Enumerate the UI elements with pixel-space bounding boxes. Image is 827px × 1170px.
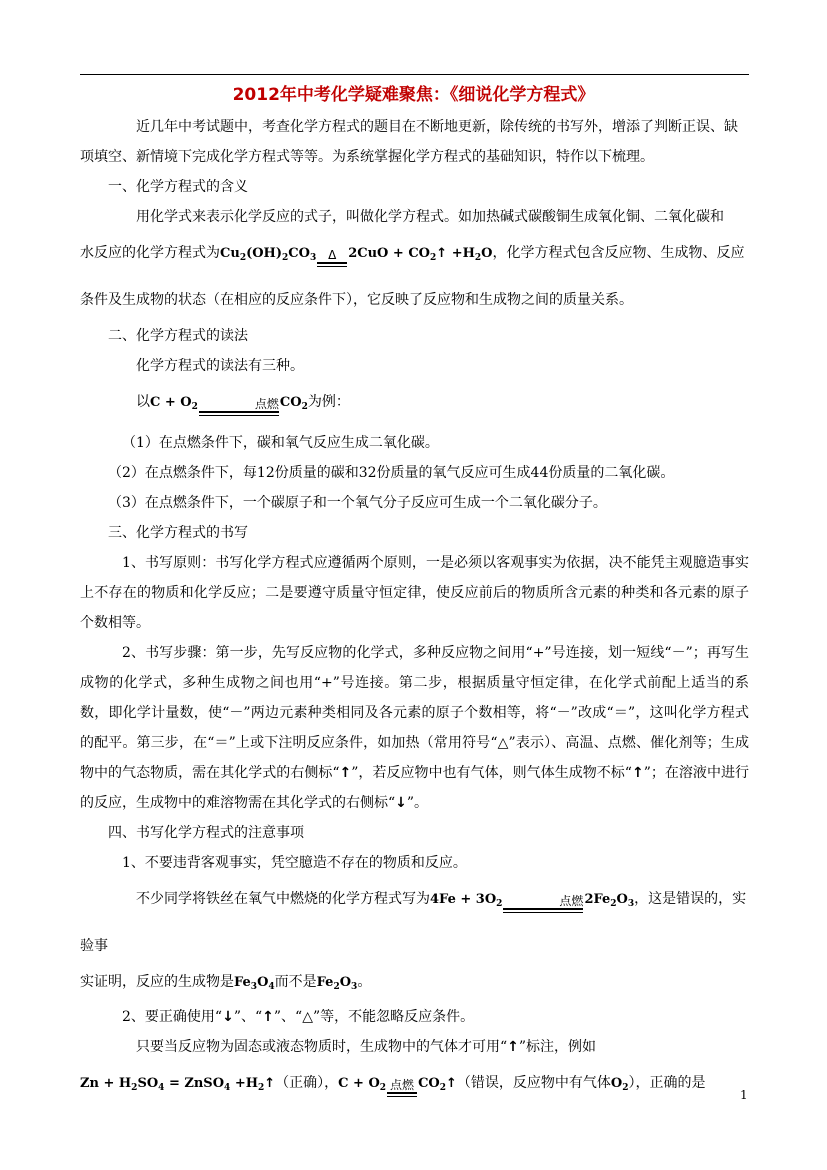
- up-arrow-icon: ↑: [262, 1009, 274, 1025]
- up-arrow-icon: ↑: [264, 1076, 276, 1091]
- page-number: 1: [740, 1088, 748, 1102]
- section-4-heading: 四、书写化学方程式的注意事项: [108, 825, 304, 841]
- writing-principle: 1、书写原则：书写化学方程式应遵循两个原则，一是必须以客观事实为依据，决不能凭主观臆造事实上不存在的物质和化学反应；二是要遵守质量守恒定律，使反应前后的物质所含元素的种类和各元素的原子个数相等。: [80, 555, 749, 631]
- equation-carbon-wrong: $C + O_2$ 点燃 $CO_2↑$: [338, 1076, 457, 1091]
- reading-3: （3）在点燃条件下，一个碳原子和一个氧气分子反应可生成一个二氧化碳分子。: [108, 495, 607, 511]
- writing-steps: 2、书写步骤：第一步，先写反应物的化学式，多种反应物之间用“+”号连接，划一短线“－”；再写生成物的化学式，多种生成物之间也用“+”号连接。第二步，根据质量守恒定律，在化学式前配上适当的系数，即化学计量数，使“－”两边元素种类相同及各元素的原子个数相等，将“－”改成“＝”，这叫化学方程式的配平。第三步，在“＝”上或下注明反应条件，如加热（常用符号“△”表示）、高温、点燃、催化剂等；生成物中的气态物质，需在其化学式的右侧标“↑”，若反应物中也有气体，则气体生成物不标“↑”；在溶液中进行的反应，生成物中的难溶物需在其化学式的右侧标“↓”。: [80, 645, 749, 811]
- section-1-paragraph-2: [80, 232, 749, 321]
- note-1-conclusion: 实证明，反应的生成物是$Fe_3O_4$而不是$Fe_2O_3$。: [80, 974, 372, 992]
- note-2: 2、要正确使用“↓”、“↑”、“△”等，不能忽略反应条件。: [122, 1009, 475, 1025]
- reading-1: （1）在点燃条件下，碳和氧气反应生成二氧化碳。: [122, 435, 439, 451]
- formula-o2: $O_2$: [610, 1076, 629, 1093]
- section-2-paragraph-1: 化学方程式的读法有三种。: [136, 358, 304, 374]
- up-arrow-icon: ↑: [507, 1039, 519, 1055]
- section-2-heading: 二、化学方程式的读法: [108, 328, 248, 344]
- note-1: 1、不要违背客观事实，凭空臆造不存在的物质和反应。: [122, 855, 467, 871]
- section-1-text-pre: 水反应的化学方程式为: [80, 245, 220, 261]
- reading-2: （2）在点燃条件下，每12份质量的碳和32份质量的氧气反应可生成44份质量的二氧化碳。: [108, 465, 675, 481]
- down-arrow-icon: ↓: [395, 795, 407, 811]
- up-arrow-icon: ↑: [446, 1076, 457, 1091]
- up-arrow-icon: ↑: [436, 246, 448, 261]
- document-body: [80, 112, 749, 1109]
- formula-fe2o3: $Fe_2O_3$: [316, 975, 358, 992]
- formula-fe3o4: $Fe_3O_4$: [234, 975, 275, 992]
- condition-heat: Δ: [317, 248, 347, 267]
- section-2-example: 以$C + O_2$ 点燃 $CO_2$为例：: [80, 381, 749, 428]
- down-arrow-icon: ↓: [222, 1009, 234, 1025]
- section-1-heading: 一、化学方程式的含义: [108, 179, 248, 195]
- header-rule: [80, 74, 749, 75]
- intro-paragraph: 近几年中考试题中，考查化学方程式的题目在不断地更新，除传统的书写外，增添了判断正误、缺项填空、新情境下完成化学方程式等等。为系统掌握化学方程式的基础知识，特作以下梳理。: [80, 119, 738, 165]
- equation-carbon-combustion: $C + O_2$ 点燃 $CO_2$: [150, 395, 308, 410]
- up-arrow-icon: ↑: [339, 765, 352, 781]
- note-2-detail: 只要当反应物为固态或液态物质时，生成物中的气体才可用“↑”标注，例如: [136, 1039, 597, 1055]
- section-1-paragraph-1: 用化学式来表示化学反应的式子，叫做化学方程式。如加热碱式碳酸铜生成氧化铜、二氧化碳和: [136, 209, 724, 225]
- section-1-text-post: ，化学方程式包含反应物、生成物、反应条件及生成物的状态（在相应的反应条件下），它反映了反应物和生成物之间的质量关系。: [80, 245, 745, 308]
- equation-iron-wrong: $4Fe + 3O_2$ 点燃 $2Fe_2O_3$: [430, 892, 634, 907]
- equation-zinc: $Zn + H_2SO_4$ = ZnSO$_4$ $+H_2↑$: [80, 1076, 276, 1093]
- up-arrow-icon: ↑: [631, 765, 644, 781]
- note-2-examples: $Zn + H_2SO_4$ = ZnSO$_4$ $+H_2↑$（正确），$C + O_2$ 点燃 $CO_2↑$（错误，反应物中有气体$O_2$），正确的是: [80, 1062, 749, 1109]
- note-1-example: 不少同学将铁丝在氧气中燃烧的化学方程式写为$4Fe + 3O_2$ 点燃 $2Fe_2O_3$，这是错误的，实验事: [80, 891, 747, 954]
- page-title: 2012年中考化学疑难聚焦：《细说化学方程式》: [232, 85, 595, 105]
- equation-copper-carbonate: $Cu_2(OH)_2CO_3$ Δ $2CuO + CO_2↑ +H_2O$: [220, 246, 492, 261]
- section-3-heading: 三、化学方程式的书写: [108, 525, 248, 541]
